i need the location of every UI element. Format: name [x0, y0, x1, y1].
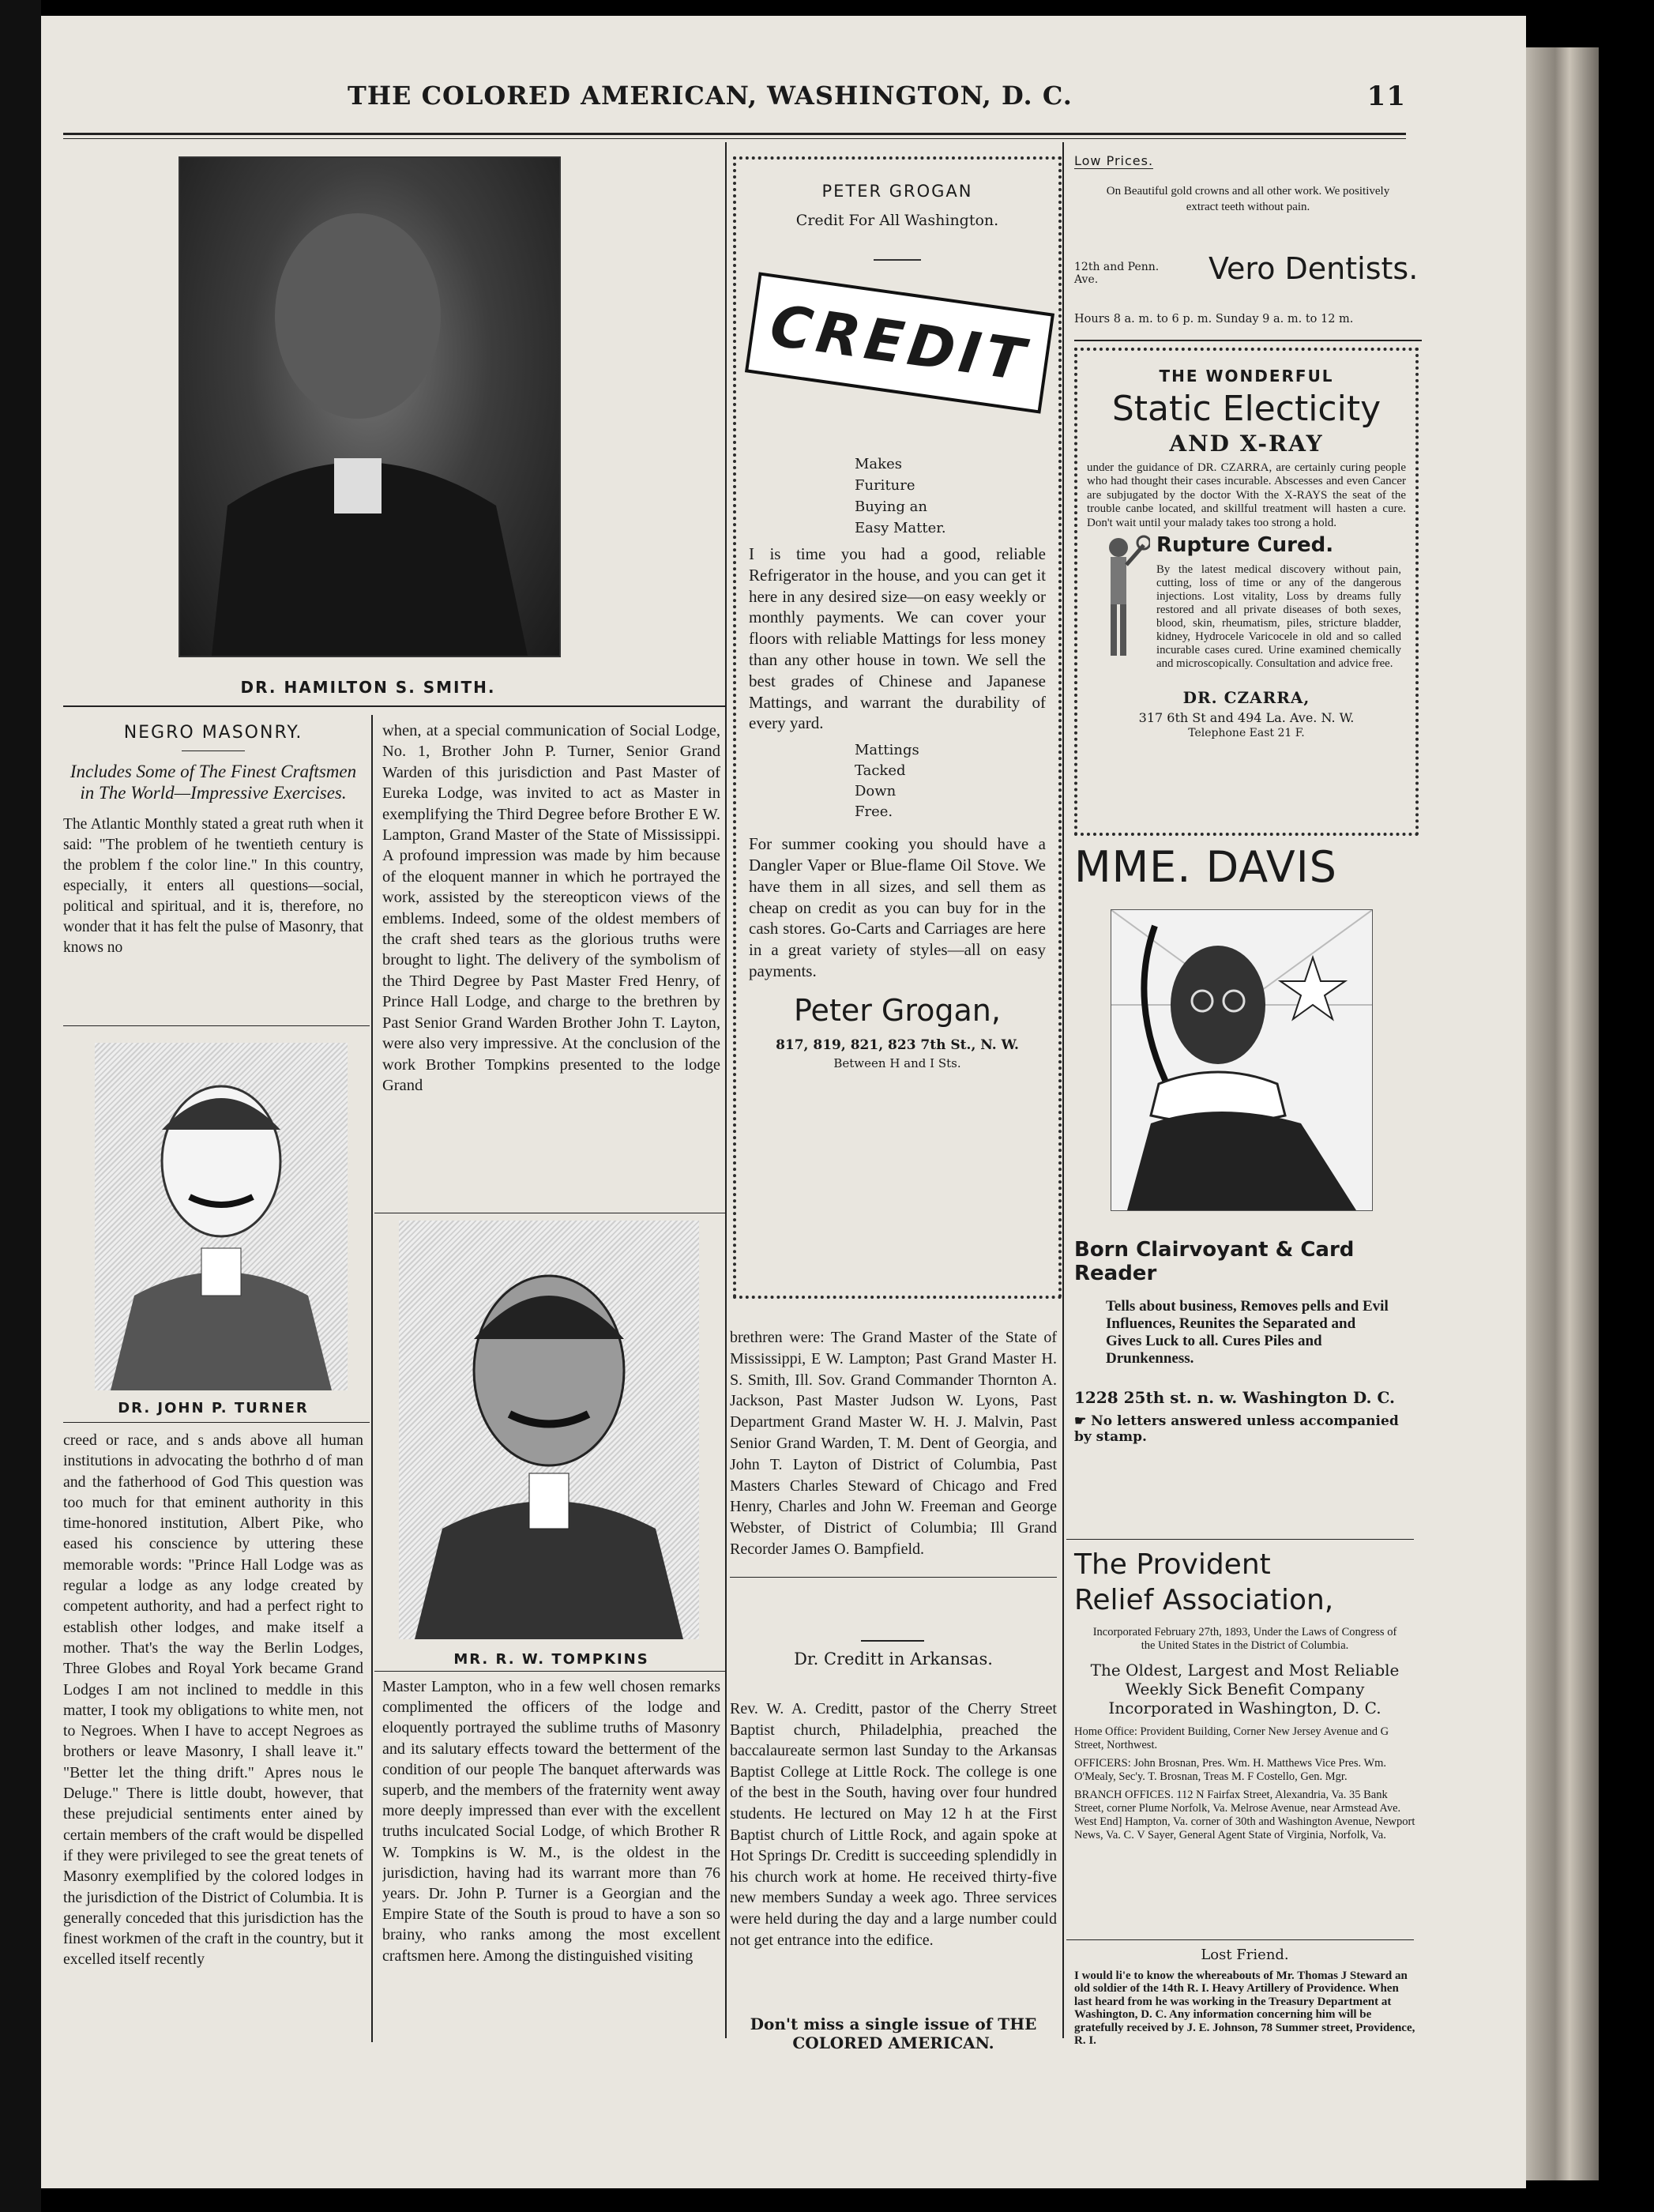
rupture-section: [1077, 533, 1415, 671]
article-paragraph: Master Lampton, who in a few well chosen remarks complimented the officers of the lodge and eloquently portrayed the sublime truths of Masonry and its salutary effects toward the betterment of the condition of our people The banquet afterwards was superb, and the members of the fraternity went away more deeply impressed than ever with the excellent truths inculcated Social Lodge, of which Brother R W. Tompkins is W. M., is the oldest in the jurisdiction, having had its warrant more than 76 years. Dr. John P. Turner is a Georgian and the Empire State of the South is proud to have a son so brainy, who ranks among the most excellent craftsmen here. Among the distinguished visiting: [382, 1678, 720, 1965]
portrait-silhouette-icon: [180, 158, 559, 656]
headline-rule: [182, 750, 245, 751]
provident-name1: The Provident: [1074, 1548, 1271, 1581]
article-paragraph: The Atlantic Monthly stated a great ruth when it said: "The problem of he twentieth century is the problem f the color line." In this country, especially, it enters all questions—social, political and spiritual, and it is, therefore, no wonder that it has felt the pulse of Masonry, that knows no: [63, 816, 363, 956]
mattings-line: Down: [855, 783, 897, 800]
dentist-address: 12th and Penn. Ave.: [1074, 261, 1160, 286]
column-divider-1: [725, 142, 727, 2038]
grogan-paragraph: I is time you had a good, reliable Refrigerator in the house, and you can get it here in any desired size—on easy weekly or monthly payments. We can cover your floors with reliable Mattings for less money than any other house in town. We sell the best grades of Chinese and Japanese Mattings, and warrant the durability of every yard.: [749, 544, 1046, 733]
dentist-header: Low Prices.: [1074, 153, 1154, 168]
grogan-tagline: Credit For All Washington.: [795, 212, 999, 229]
column-divider-2: [1062, 142, 1064, 2038]
provident-home-office: Home Office: Provident Building, Corner New Jersey Avenue and G Street, Northwest.: [1074, 1725, 1389, 1751]
ornament-rule: [861, 1640, 924, 1642]
masthead: [47, 76, 1406, 123]
rupture-headline: Rupture Cured.: [1156, 533, 1334, 558]
davis-note: No letters answered unless accompanied by stamp.: [1074, 1413, 1399, 1445]
page-number: 11: [1366, 81, 1406, 112]
czarra-address: 317 6th St and 494 La. Ave. N. W.: [1138, 710, 1355, 726]
provident-name2: Relief Association,: [1074, 1584, 1334, 1616]
section-rule: [374, 1671, 725, 1672]
dentist-hours: Hours 8 a. m. to 6 p. m. Sunday 9 a. m. to 12 m.: [1074, 313, 1354, 325]
provident-tagline: The Oldest, Largest and Most Reliable Weekly Sick Benefit Company Incorporated in Washington, D. C.: [1090, 1661, 1400, 1717]
mattings-line: Tacked: [855, 762, 906, 780]
grogan-signature: Peter Grogan,: [794, 992, 1001, 1028]
czarra-line2: Static Electicity: [1111, 389, 1381, 429]
lost-friend-notice: [1074, 1947, 1415, 2047]
provident-officers: OFFICERS: John Brosnan, Pres. Wm. H. Matthews Vice Pres. Wm. O'Mealy, Sec'y. T. Brosnan, Treas M. F Costello, Gen. Mgr.: [1074, 1757, 1387, 1783]
dentist-line: On Beautiful gold crowns and all other work. We positively extract teeth without pain.: [1106, 185, 1390, 213]
portrait-caption-smith: DR. HAMILTON S. SMITH.: [240, 678, 496, 697]
pointing-hand-icon: ☛: [1074, 1413, 1087, 1429]
article-paragraph: brethren were: The Grand Master of the State of Mississippi, E W. Lampton; Past Grand Master H. S. Smith, Ill. Sov. Grand Commander Thornton A. Jackson, Past Master Judson W. Lyons, Past Department Grand Master W. H. J. Malvin, Past Senior Grand Warden, T. M. Dent of Georgia, and John T. Layton of District of Columbia, Past Masters Charles Steward of Chicago and Fred Henry, Charles and John W. Freeman and George Webster, of District of Columbia; Ill Grand Recorder James O. Bampfield.: [730, 1329, 1057, 1558]
rupture-paragraph: By the latest medical discovery without pain, cutting, loss of time or any of the dangerous injections. Lost vitality, Loss by dreams fully restored and all private diseases of both sexes, blood, skin, rheumatism, piles, stricture bladder, kidney, Hydrocele Varicocele in old and so called incurable cases cured. Urine examined chemically and microscopically. Consultation and advice free.: [1156, 563, 1401, 671]
czarra-name: DR. CZARRA,: [1182, 688, 1310, 708]
provident-ad: [1074, 1548, 1415, 1842]
masthead-title: THE COLORED AMERICAN, WASHINGTON, D. C.: [348, 81, 1073, 111]
makes-line: Furiture: [855, 477, 915, 494]
makes-line: Easy Matter.: [855, 520, 946, 536]
dentist-ad: [1074, 150, 1422, 341]
czarra-paragraph: under the guidance of DR. CZARRA, are certainly curing people who had thought their cases incurable. Abscesses and even Cancer are subjugated by the doctor With the X-RAYS the seat of the trouble canbe located, and skillful treatment will hasten a cure. Don't wait until your malady takes too strong a hold.: [1087, 461, 1406, 529]
engraved-portrait-icon: [95, 1043, 348, 1390]
dentist-name: Vero Dentists.: [1209, 251, 1419, 286]
column-divider-0: [371, 715, 373, 2042]
mattings-line: Free.: [855, 803, 893, 821]
article-negro-masonry: [63, 723, 363, 980]
page-stack-edge: [1526, 47, 1599, 2180]
czarra-ad: [1074, 348, 1419, 836]
czarra-line3: AND X-RAY: [1169, 431, 1324, 457]
czarra-line1: THE WONDERFUL: [1159, 367, 1334, 386]
grogan-address: 817, 819, 821, 823 7th St., N. W.: [776, 1036, 1019, 1053]
article-paragraph: creed or race, and s ands above all human institutions in advocating the bothrho d of man and the fatherhood of God This question was too much for that eminent authority in this time-honored institution, Albert Pike, who eased his conscience by uttering these memorable words: "Prince Hall Lodge was as regular a lodge as any lodge created by competent authority, and had a perfect right to establish other lodges, and make itself a mother. That's the way the Berlin Lodges, Three Globes and Royal York became Grand Lodges I am not inclined to meddle in this matter, I took my obligations to white men, not to Negroes. When I have to accept Negroes as brothers or leave Masonry, I shall leave it." "Better let the thing drift." Apres nous le Deluge." There is little doubt, however, that these prejudicial sentiments enter ained by certain members of the craft would be dispelled if they were privileged to see the great tenets of Masonry exemplified by the colored lodges in the jurisdiction of the District of Columbia. It is generally conceded that this jurisdiction has the finest workmen of the craft in the country, but it excelled itself recently: [63, 1431, 363, 1969]
portrait-hamilton-smith: [179, 156, 561, 657]
section-rule: [63, 1422, 370, 1423]
grogan-ad: [733, 156, 1062, 1299]
divider: [874, 259, 921, 261]
credit-word: CREDIT: [766, 292, 1033, 394]
grogan-paragraph: For summer cooking you should have a Dangler Vaper or Blue-flame Oil Stove. We have them in all sizes, and sell them as cheap on credit as you can buy for in the cash stores. Go-Carts and Carriages are here in a great variety of styles—all on easy payments.: [749, 834, 1046, 980]
davis-note-row: [1074, 1413, 1415, 1445]
masthead-rule: [63, 133, 1406, 135]
masthead-rule-thin: [63, 138, 1406, 139]
article-headline: Dr. Creditt in Arkansas.: [794, 1650, 993, 1668]
davis-portrait-icon: [1111, 910, 1372, 1210]
lost-friend-headline: Lost Friend.: [1201, 1947, 1289, 1963]
makes-list: [855, 453, 1058, 539]
engraved-portrait-icon: [399, 1221, 699, 1639]
czarra-telephone: Telephone East 21 F.: [1188, 727, 1305, 740]
article-paragraph: when, at a special communication of Social Lodge, No. 1, Brother John P. Turner, Senior Grand Warden of this jurisdiction and Past Master of Eureka Lodge, was invited to act as Master in exemplifying the Third Degree before Brother E W. Lampton, Grand Master of the State of Mississippi. A profound impression was made by him because of the eloquent manner in which he portrayed the work, assisted by the stereopticon views of the emblems. Indeed, some of the oldest members of the craft shed tears as the glorious truths were brought to light. The delivery of the symbolism of the Third Degree by Past Master Fred Henry, of Prince Hall Lodge, and charge to the brethren by Past Senior Grand Warden Brother John T. Layton, were also very impressive. At the conclusion of the work Brother Tompkins presented to the lodge Grand: [382, 722, 720, 1094]
article-headline: NEGRO MASONRY.: [123, 723, 303, 743]
davis-portrait: [1111, 909, 1373, 1211]
engraving-rw-tompkins: [399, 1221, 699, 1639]
figure-illustration-icon: [1095, 533, 1150, 660]
credit-tag-graphic: [745, 272, 1054, 413]
section-rule: [1066, 1539, 1414, 1540]
article-paragraph: Rev. W. A. Creditt, pastor of the Cherry Street Baptist church, Philadelphia, preached the baccalaureate sermon last Sunday to the Arkansas Baptist College at Little Rock. The college is one of the best in the South, having over four hundred students. He lectured on May 12 h at the First Baptist church of Little Rock, and again spoke at Hot Springs Dr. Creditt is succeeding splendidly in his church work at home. He received thirty-five new members Sunday a week ago. Three services were held during the day and a large number could not get entrance into the edifice.: [730, 1700, 1057, 1949]
davis-address: 1228 25th st. n. w. Washington D. C.: [1074, 1388, 1395, 1407]
grogan-name: PETER GROGAN: [821, 182, 973, 201]
section-rule: [1066, 1939, 1414, 1940]
davis-ad: [1074, 842, 1415, 1445]
section-rule: [63, 705, 725, 707]
makes-line: Makes: [855, 456, 902, 472]
davis-name: MME. DAVIS: [1074, 842, 1337, 892]
scan-margin: [0, 0, 41, 2212]
engraving-john-turner: [95, 1043, 348, 1390]
davis-text: Tells about business, Removes pells and Evil Influences, Reunites the Separated and Gives Luck to all. Cures Piles and Drunkenness.: [1106, 1298, 1389, 1367]
mattings-line: Mattings: [855, 742, 919, 759]
standing-man-icon: [1095, 533, 1150, 660]
subscription-footer: Don't miss a single issue of THE COLORED AMERICAN.: [750, 2014, 1037, 2052]
section-rule: [63, 1025, 370, 1026]
makes-line: Buying an: [855, 498, 927, 515]
grogan-between: Between H and I Sts.: [833, 1055, 961, 1070]
section-rule: [730, 1577, 1057, 1578]
portrait-caption-turner: DR. JOHN P. TURNER: [118, 1400, 309, 1416]
lost-friend-text: I would li'e to know the whereabouts of Mr. Thomas J Steward an old soldier of the 14th R. I. Heavy Artillery of Providence. When last heard from he was working in the Treasury Department at Washington, D. C. Any information concerning him will be gratefully received by J. E. Johnson, 78 Summer street, Providence, R. I.: [1074, 1969, 1415, 2048]
provident-incorporated: Incorporated February 27th, 1893, Under the Laws of Congress of the United States in the District of Columbia.: [1092, 1626, 1397, 1652]
portrait-caption-tompkins: MR. R. W. TOMPKINS: [453, 1651, 649, 1668]
provident-branch: BRANCH OFFICES. 112 N Fairfax Street, Alexandria, Va. 35 Bank Street, corner Plume Norfolk, Va. Melrose Avenue, near Armstead Ave. West End] Hampton, Va. corner of 30th and Washington Avenue, Newport News, Va. C. V Sayer, General Agent State of Virginia, Norfolk, Va.: [1074, 1789, 1415, 1841]
article-subhead: Includes Some of The Finest Craftsmen in The World—Impressive Exercises.: [70, 762, 357, 803]
davis-title: Born Clairvoyant & Card Reader: [1074, 1238, 1355, 1285]
mattings-list: [855, 740, 1058, 822]
